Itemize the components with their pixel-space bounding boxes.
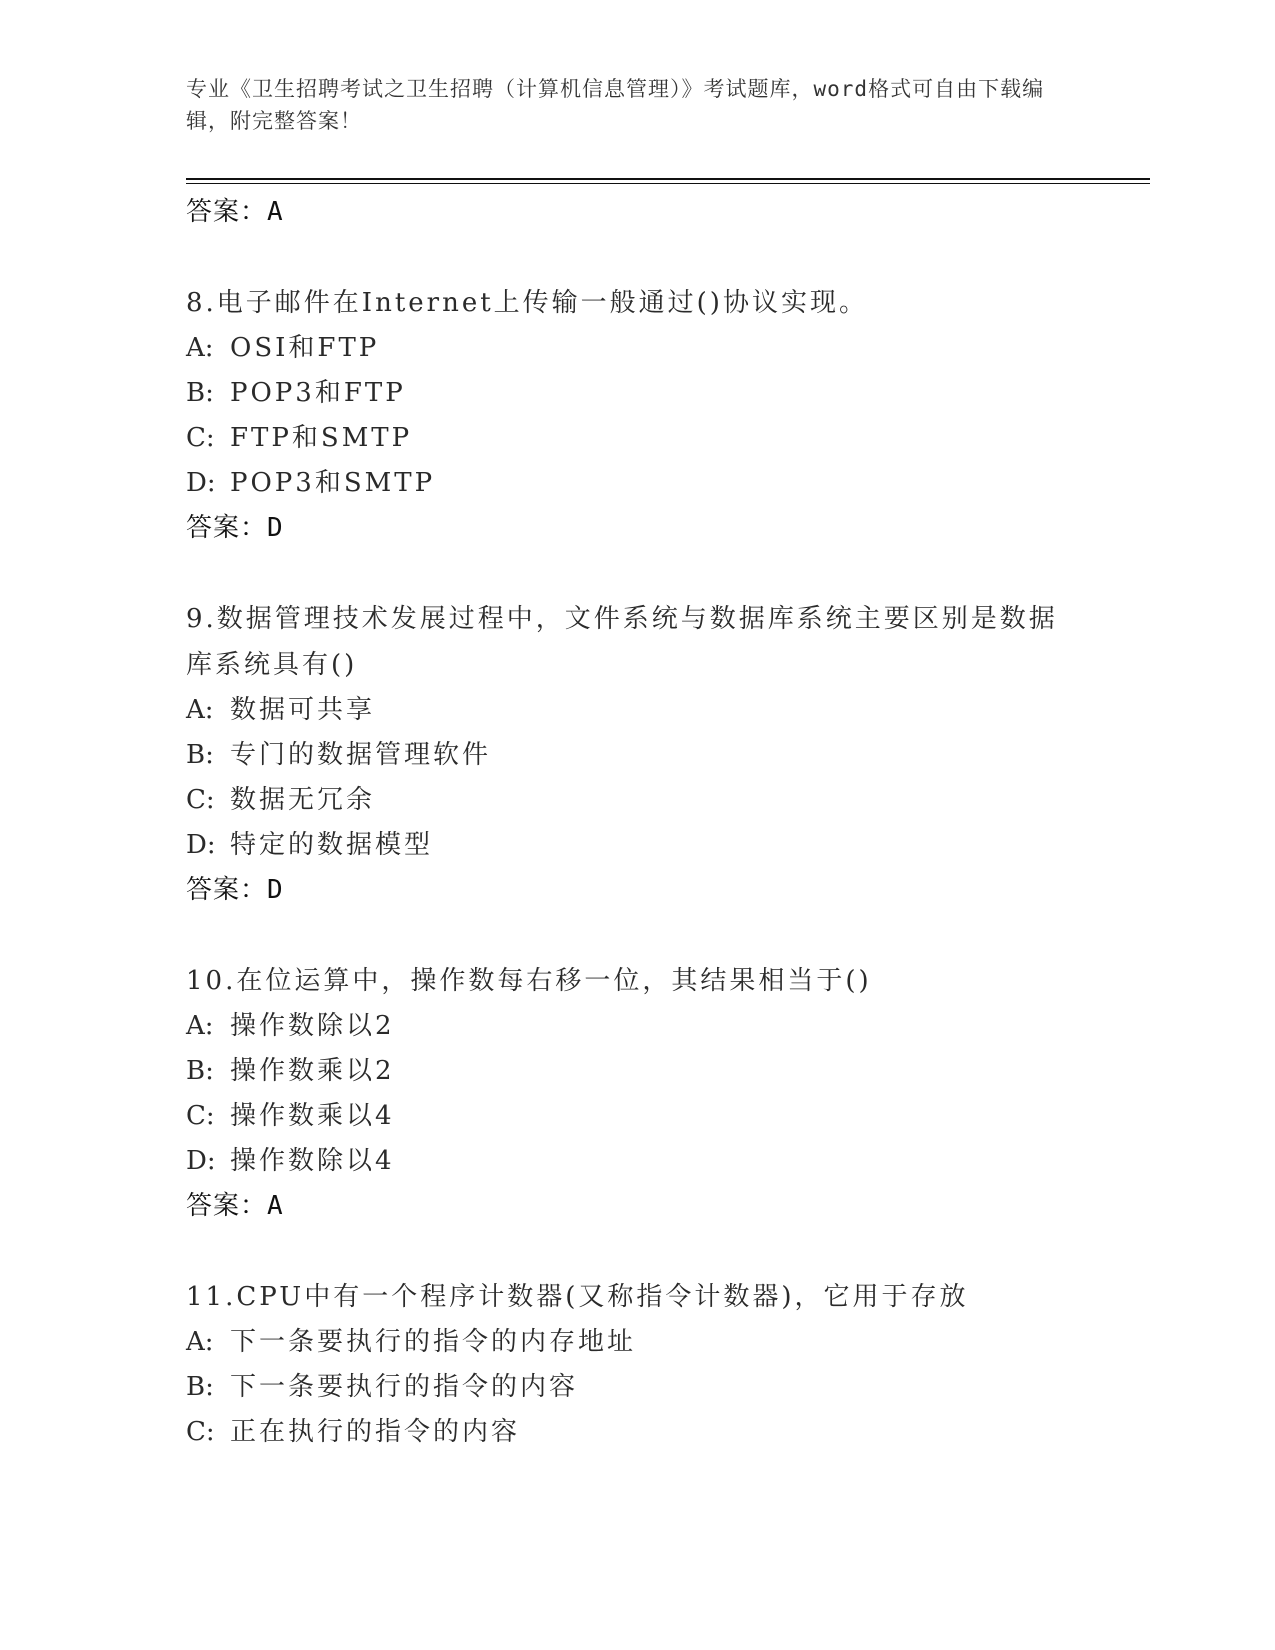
question-8 — [186, 280, 1086, 550]
option-text: POP3和FTP — [230, 378, 406, 408]
option-a — [186, 1004, 1086, 1049]
option-letter: A: — [186, 1011, 214, 1041]
option-d — [186, 823, 1086, 868]
option-text: 数据可共享 — [230, 695, 376, 725]
option-b — [186, 1365, 1086, 1410]
option-text: 操作数除以4 — [230, 1146, 395, 1176]
option-a — [186, 688, 1086, 733]
option-c — [186, 1410, 1086, 1455]
option-a — [186, 326, 1086, 371]
option-letter: A: — [186, 333, 214, 363]
answer-value: D — [267, 875, 284, 905]
answer-value: A — [267, 1191, 284, 1221]
answer-label: 答案： — [186, 1191, 268, 1221]
answer-line — [186, 868, 1086, 912]
option-letter: C: — [186, 1101, 215, 1131]
option-text: 数据无冗余 — [230, 785, 376, 815]
option-d — [186, 1139, 1086, 1184]
option-text: OSI和FTP — [230, 333, 380, 363]
option-text: 专门的数据管理软件 — [230, 740, 492, 770]
option-text: 操作数乘以4 — [230, 1101, 395, 1131]
answer-label: 答案： — [186, 513, 268, 543]
question-text: 11.CPU中有一个程序计数器(又称指令计数器)，它用于存放 — [186, 1282, 969, 1312]
option-a — [186, 1320, 1086, 1365]
option-letter: B: — [186, 378, 214, 408]
option-letter: A: — [186, 695, 214, 725]
answer-line — [186, 506, 1086, 550]
option-letter: B: — [186, 1372, 214, 1402]
option-letter: D: — [186, 468, 216, 498]
option-text: POP3和SMTP — [230, 468, 436, 498]
option-text: 操作数乘以2 — [230, 1056, 395, 1086]
question-10 — [186, 958, 1086, 1228]
option-text: 下一条要执行的指令的内容 — [230, 1372, 579, 1402]
option-letter: B: — [186, 740, 214, 770]
option-text: 下一条要执行的指令的内存地址 — [230, 1327, 637, 1357]
option-letter: B: — [186, 1056, 214, 1086]
question-text: 8.电子邮件在Internet上传输一般通过()协议实现。 — [186, 288, 868, 318]
option-c — [186, 778, 1086, 823]
header-divider-thin — [186, 183, 1150, 184]
answer-label: 答案： — [186, 197, 268, 227]
option-letter: D: — [186, 830, 216, 860]
option-c — [186, 416, 1086, 461]
option-text: 正在执行的指令的内容 — [230, 1417, 521, 1447]
option-b — [186, 733, 1086, 778]
option-b — [186, 1049, 1086, 1094]
option-letter: C: — [186, 423, 215, 453]
option-letter: C: — [186, 1417, 215, 1447]
option-c — [186, 1094, 1086, 1139]
answer-value: D — [267, 513, 284, 543]
question-text: 10.在位运算中，操作数每右移一位，其结果相当于() — [186, 966, 872, 996]
option-letter: C: — [186, 785, 215, 815]
answer-line — [186, 190, 1086, 234]
answer-value: A — [267, 197, 284, 227]
answer-label: 答案： — [186, 875, 268, 905]
question-11 — [186, 1274, 1086, 1455]
answer-line — [186, 1184, 1086, 1228]
option-text: 特定的数据模型 — [230, 830, 434, 860]
option-letter: A: — [186, 1327, 214, 1357]
question-text: 9.数据管理技术发展过程中，文件系统与数据库系统主要区别是数据库系统具有() — [186, 604, 1058, 680]
question-list — [186, 190, 1086, 1455]
option-text: 操作数除以2 — [230, 1011, 395, 1041]
option-text: FTP和SMTP — [230, 423, 413, 453]
option-d — [186, 461, 1086, 506]
document-intro: 专业《卫生招聘考试之卫生招聘（计算机信息管理）》考试题库，word格式可自由下载编辑，附完整答案！ — [186, 77, 1045, 133]
question-9 — [186, 596, 1086, 912]
header-divider — [186, 178, 1150, 180]
option-letter: D: — [186, 1146, 216, 1176]
option-b — [186, 371, 1086, 416]
